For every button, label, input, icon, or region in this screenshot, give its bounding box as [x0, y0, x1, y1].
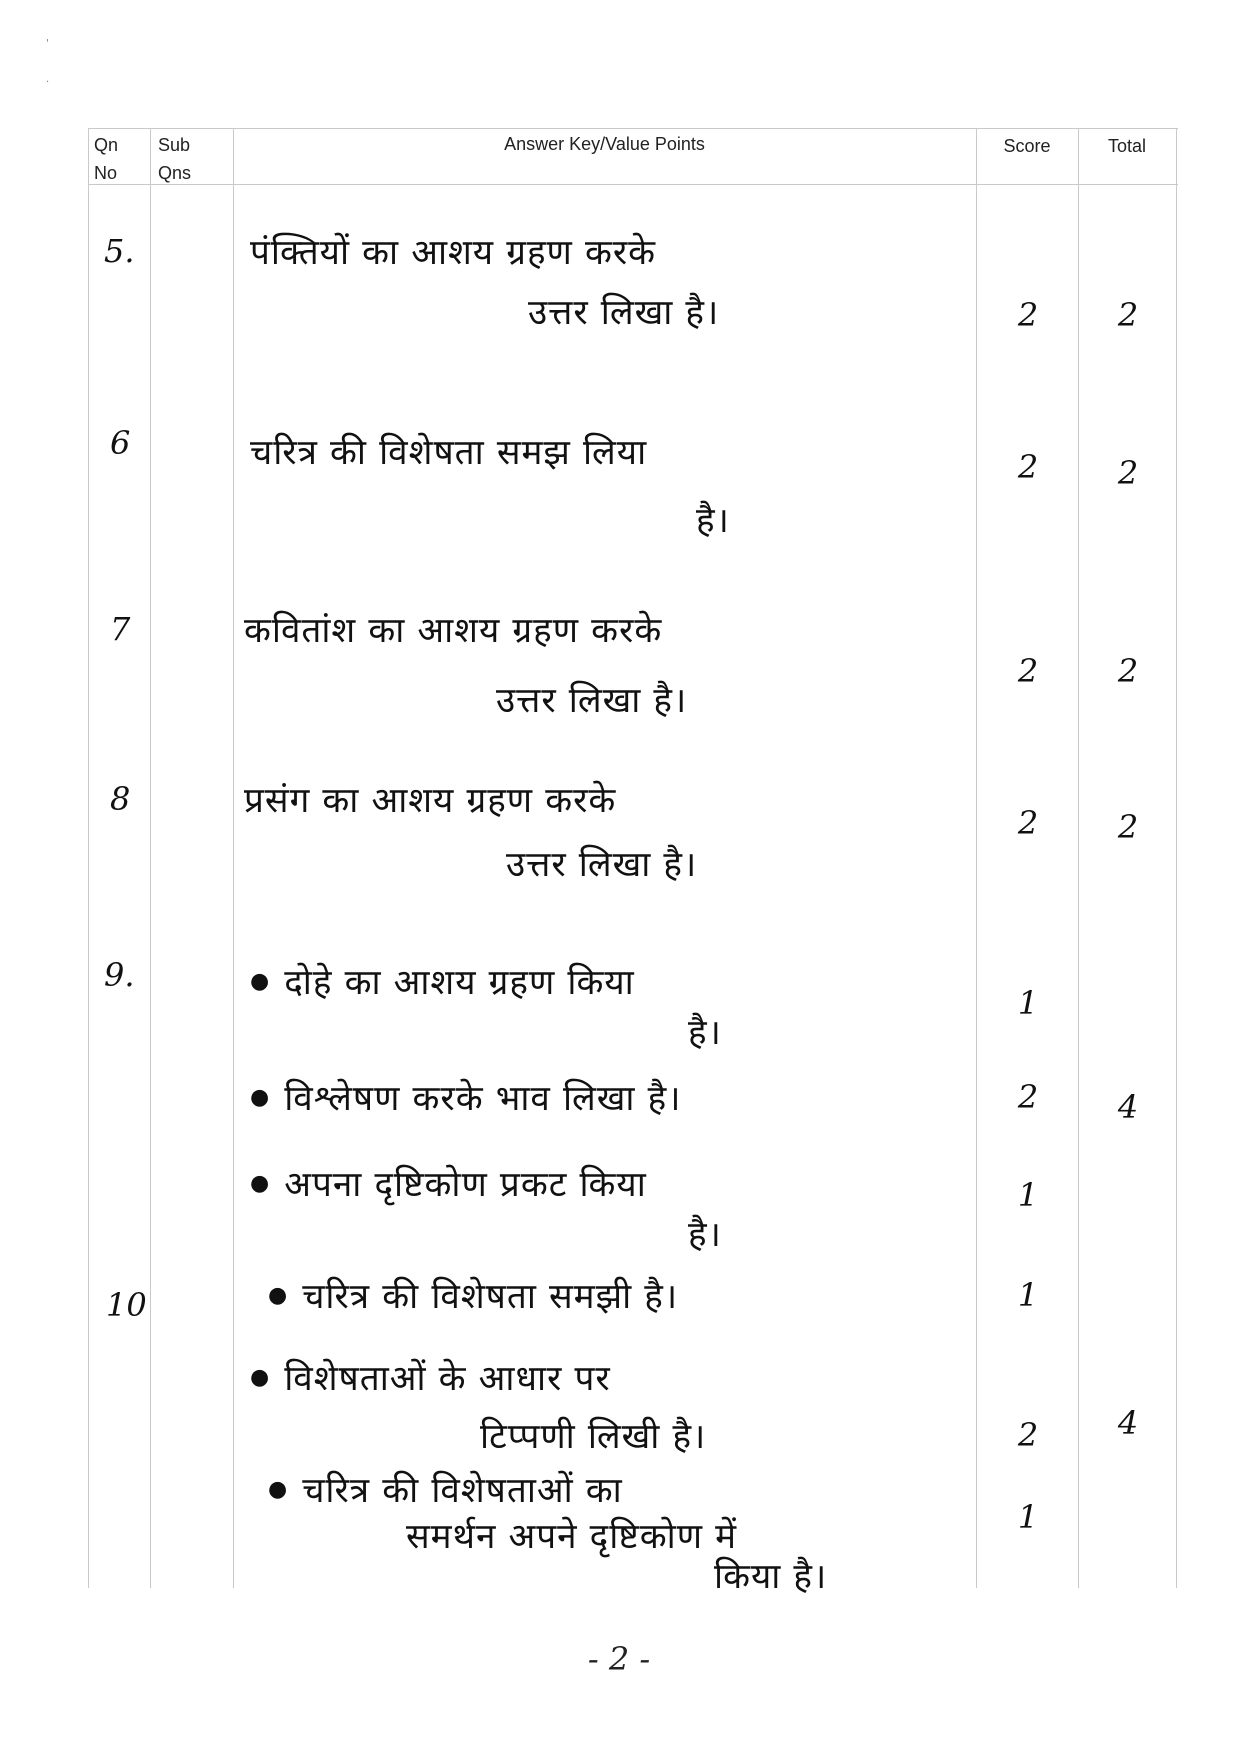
bullet-point: ●: [268, 1283, 289, 1308]
answer-line: है।: [696, 501, 730, 541]
answer-line: चरित्र की विशेषता समझी है।: [302, 1277, 679, 1317]
answer-line: है।: [688, 1215, 722, 1255]
total-value: 2: [1117, 652, 1139, 690]
column-divider: [976, 128, 977, 1588]
column-divider: [1176, 128, 1177, 1588]
answer-line: कवितांश का आशय ग्रहण करके: [244, 611, 663, 651]
score-value: 2: [1017, 1416, 1039, 1454]
answer-bullet: [250, 1354, 611, 1401]
answer-line: उत्तर लिखा है।: [528, 293, 720, 333]
score-value: 2: [1017, 804, 1039, 842]
answer-line: अपना दृष्टिकोण प्रकट किया: [284, 1165, 647, 1205]
header-sub-qns: [158, 131, 228, 187]
total-value: 2: [1117, 808, 1139, 846]
answer-line: दोहे का आशय ग्रहण किया: [284, 963, 635, 1003]
column-divider: [150, 128, 151, 1588]
header-score: Score: [1003, 136, 1051, 156]
answer-bullet: [250, 958, 635, 1005]
header-text: Qns: [158, 163, 192, 183]
score-value: 2: [1017, 448, 1039, 486]
bullet-point: ●: [250, 1365, 271, 1390]
header-qn-no: [94, 131, 146, 187]
answer-line: उत्तर लिखा है।: [496, 681, 688, 721]
score-value: 1: [1017, 1176, 1039, 1214]
bullet-point: ●: [268, 1477, 289, 1502]
answer-bullet: [250, 1074, 681, 1121]
answer-line: विशेषताओं के आधार पर: [284, 1359, 611, 1399]
bullet-point: ●: [250, 969, 271, 994]
question-number: 10: [106, 1286, 147, 1324]
scan-specks: ' .: [46, 38, 50, 85]
page-number: - 2 -: [587, 1640, 651, 1678]
answer-line: किया है।: [714, 1557, 828, 1597]
answer-line: चरित्र की विशेषता समझ लिया: [250, 433, 648, 473]
question-number: 9.: [104, 956, 135, 994]
answer-line: उत्तर लिखा है।: [506, 845, 698, 885]
bullet-point: ●: [250, 1171, 271, 1196]
answer-line: चरित्र की विशेषताओं का: [302, 1471, 623, 1511]
answer-bullet: [268, 1272, 678, 1319]
score-value: 1: [1017, 984, 1039, 1022]
answer-line: टिप्पणी लिखी है।: [480, 1417, 707, 1457]
column-divider: [88, 128, 89, 1588]
score-value: 1: [1017, 1498, 1039, 1536]
total-value: 2: [1117, 454, 1139, 492]
header-text: No: [94, 163, 118, 183]
answer-line: है।: [688, 1013, 722, 1053]
answer-key-table: [88, 128, 1178, 1597]
answer-line: प्रसंग का आशय ग्रहण करके: [244, 781, 617, 821]
bullet-point: ●: [250, 1085, 271, 1110]
header-text: Qn: [94, 135, 119, 155]
total-value: 4: [1117, 1404, 1139, 1442]
question-number: 8: [110, 780, 131, 818]
score-value: 2: [1017, 652, 1039, 690]
total-value: 4: [1117, 1088, 1139, 1126]
question-number: 6: [110, 424, 131, 462]
table-border-top: [88, 128, 1178, 129]
answer-line: विश्लेषण करके भाव लिखा है।: [284, 1079, 682, 1119]
question-number: 5.: [104, 232, 135, 270]
answer-bullet: [268, 1466, 623, 1513]
total-value: 2: [1117, 296, 1139, 334]
score-value: 1: [1017, 1276, 1039, 1314]
header-total: Total: [1107, 136, 1147, 156]
header-answer-key: Answer Key/Value Points: [504, 134, 705, 154]
answer-line: पंक्तियों का आशय ग्रहण करके: [250, 233, 657, 273]
question-number: 7: [110, 610, 131, 648]
column-divider: [233, 128, 234, 1588]
answer-bullet: [250, 1160, 647, 1207]
score-value: 2: [1017, 1078, 1039, 1116]
score-value: 2: [1017, 296, 1039, 334]
answer-line: समर्थन अपने दृष्टिकोण में: [406, 1517, 738, 1557]
header-text: Sub: [158, 135, 191, 155]
column-divider: [1078, 128, 1079, 1588]
